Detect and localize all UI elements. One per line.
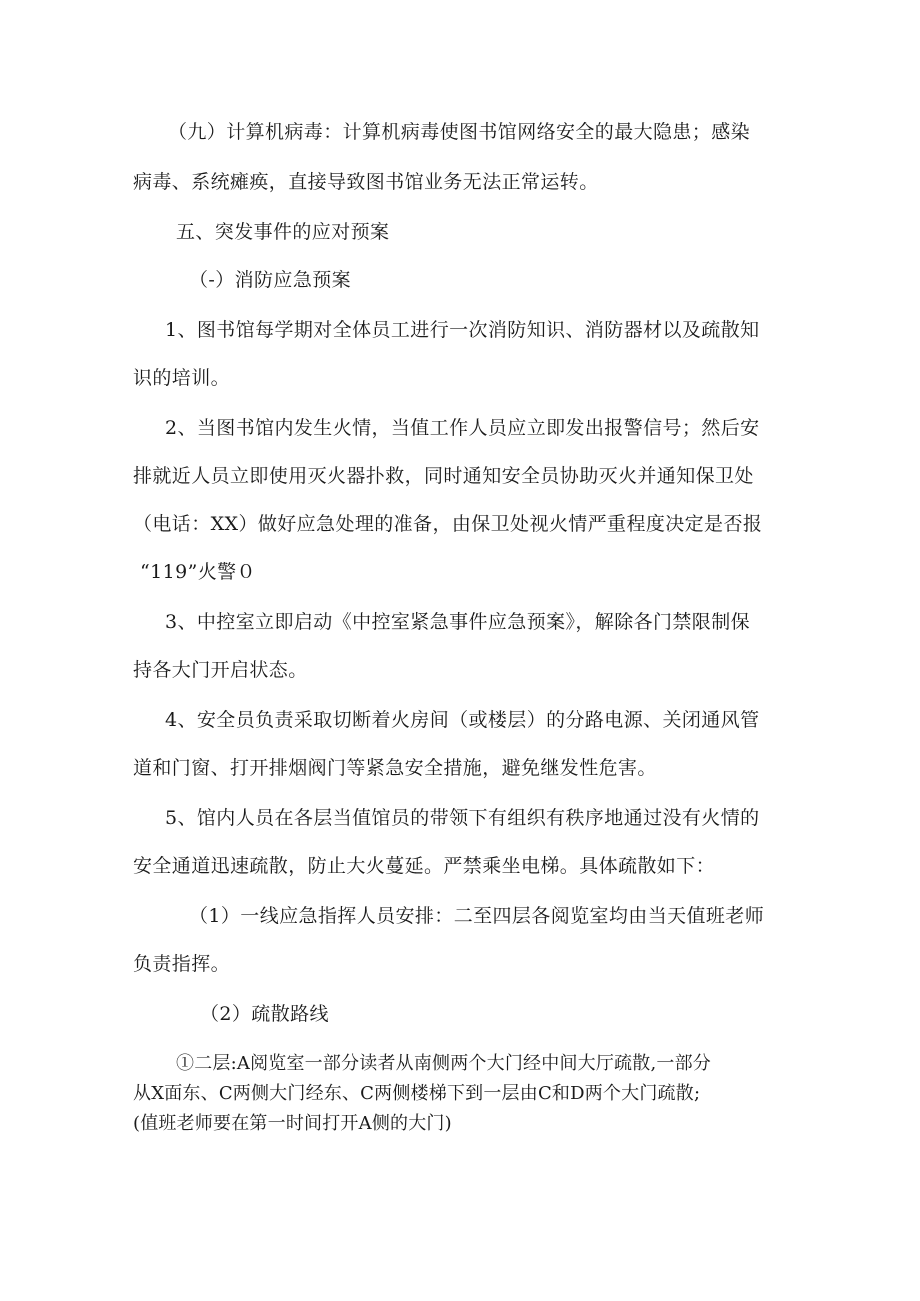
item-1-line-2: 识的培训。	[133, 367, 231, 389]
item-5-2-heading: （2）疏散路线	[200, 1003, 329, 1025]
item-3-line-2: 持各大门开启状态。	[133, 659, 308, 681]
item-5-1-line-1: （1）一线应急指挥人员安排：二至四层各阅览室均由当天值班老师	[189, 905, 765, 927]
para-computer-virus-line-2: 病毒、系统瘫痪，直接导致图书馆业务无法正常运转。	[133, 171, 599, 193]
floor-2-line-3: (值班老师要在第一时间打开A侧的大门)	[133, 1113, 452, 1134]
item-4-line-1: 4、安全员负责采取切断着火房间（或楼层）的分路电源、关闭通风管	[165, 709, 760, 731]
item-2-line-3: （电话：XX）做好应急处理的准备，由保卫处视火情严重程度决定是否报	[133, 513, 763, 535]
item-4-line-2: 道和门窗、打开排烟阀门等紧急安全措施，避免继发性危害。	[133, 757, 657, 779]
item-5-1-line-2: 负责指挥。	[133, 953, 231, 975]
subsection-heading-fire-plan: （-）消防应急预案	[189, 269, 352, 291]
item-1-line-1: 1、图书馆每学期对全体员工进行一次消防知识、消防器材以及疏散知	[165, 319, 760, 341]
para-computer-virus-line-1: （九）计算机病毒：计算机病毒使图书馆网络安全的最大隐患；感染	[168, 121, 751, 143]
section-heading-emergency-plan: 五、突发事件的应对预案	[176, 221, 390, 243]
item-5-line-2: 安全通道迅速疏散，防止大火蔓延。严禁乘坐电梯。具体疏散如下：	[133, 855, 716, 877]
floor-2-line-2: 从X面东、C两侧大门经东、C两侧楼梯下到一层由C和D两个大门疏散;	[133, 1083, 701, 1104]
item-2-line-1: 2、当图书馆内发生火情，当值工作人员应立即发出报警信号；然后安	[165, 417, 760, 439]
floor-2-line-1: ①二层:A阅览室一部分读者从南侧两个大门经中间大厅疏散,一部分	[176, 1053, 711, 1074]
item-3-line-1: 3、中控室立即启动《中控室紧急事件应急预案》，解除各门禁限制保	[165, 611, 750, 633]
item-5-line-1: 5、馆内人员在各层当值馆员的带领下有组织有秩序地通过没有火情的	[165, 807, 760, 829]
item-2-line-4: “119”火警０	[140, 561, 256, 583]
item-2-line-2: 排就近人员立即使用灭火器扑救，同时通知安全员协助灭火并通知保卫处	[133, 465, 754, 487]
